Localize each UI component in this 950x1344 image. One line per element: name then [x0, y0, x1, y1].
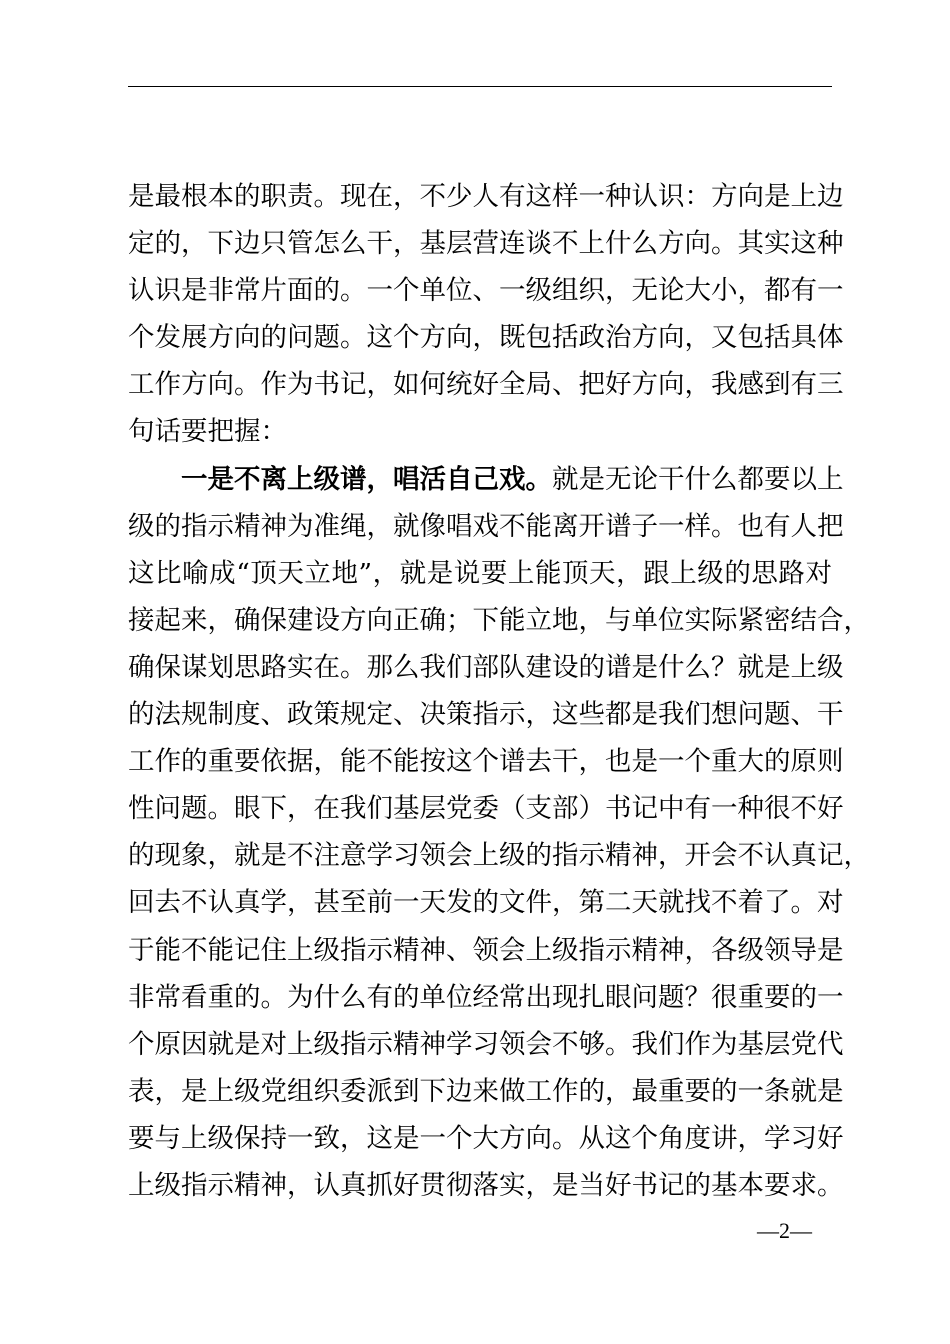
paragraph-line: 个原因就是对上级指示精神学习领会不够。我们作为基层党代: [128, 1028, 844, 1060]
paragraph-line: 回去不认真学，甚至前一天发的文件，第二天就找不着了。对: [128, 887, 844, 919]
paragraph-line: 是最根本的职责。现在，不少人有这样一种认识：方向是上边: [128, 181, 844, 212]
paragraph-line: 的法规制度、政策规定、决策指示，这些都是我们想问题、干: [128, 699, 844, 731]
paragraph-heading: 一是不离上级谱，唱活自己戏。: [181, 463, 552, 495]
paragraph-first-line: [128, 456, 844, 503]
paragraph-line: 的现象，就是不注意学习领会上级的指示精神，开会不认真记，: [128, 840, 870, 872]
paragraph-line: 定的，下边只管怎么干，基层营连谈不上什么方向。其实这种: [128, 228, 844, 260]
paragraph-line: 性问题。眼下，在我们基层党委（支部）书记中有一种很不好: [128, 793, 844, 825]
paragraph-line: 工作方向。作为书记，如何统好全局、把好方向，我感到有三: [128, 369, 844, 401]
paragraph-line: 要与上级保持一致，这是一个大方向。从这个角度讲，学习好: [128, 1122, 844, 1154]
paragraph-line: 于能不能记住上级指示精神、领会上级指示精神，各级领导是: [128, 934, 844, 966]
paragraph-line: 表，是上级党组织委派到下边来做工作的，最重要的一条就是: [128, 1075, 844, 1107]
body-text: [128, 173, 870, 1209]
paragraph-first-line-text: 就是无论干什么都要以上: [552, 463, 844, 495]
paragraph-line: 个发展方向的问题。这个方向，既包括政治方向，又包括具体: [128, 322, 844, 354]
paragraph-line: 上级指示精神，认真抓好贯彻落实，是当好书记的基本要求。: [128, 1169, 844, 1201]
paragraph-line: 这比喻成“顶天立地”，就是说要上能顶天，跟上级的思路对: [128, 557, 832, 589]
paragraph-line: 句话要把握：: [128, 416, 287, 448]
paragraph-line: 级的指示精神为准绳，就像唱戏不能离开谱子一样。也有人把: [128, 510, 844, 542]
paragraph-line: 确保谋划思路实在。那么我们部队建设的谱是什么？就是上级: [128, 651, 844, 683]
page-number: —2—: [757, 1218, 812, 1243]
header-rule: [128, 86, 832, 87]
paragraph-line: 接起来，确保建设方向正确；下能立地，与单位实际紧密结合，: [128, 604, 870, 636]
paragraph-line: 非常看重的。为什么有的单位经常出现扎眼问题？很重要的一: [128, 981, 844, 1013]
paragraph-line: 工作的重要依据，能不能按这个谱去干，也是一个重大的原则: [128, 746, 844, 778]
paragraph-line: 认识是非常片面的。一个单位、一级组织，无论大小，都有一: [128, 275, 844, 307]
